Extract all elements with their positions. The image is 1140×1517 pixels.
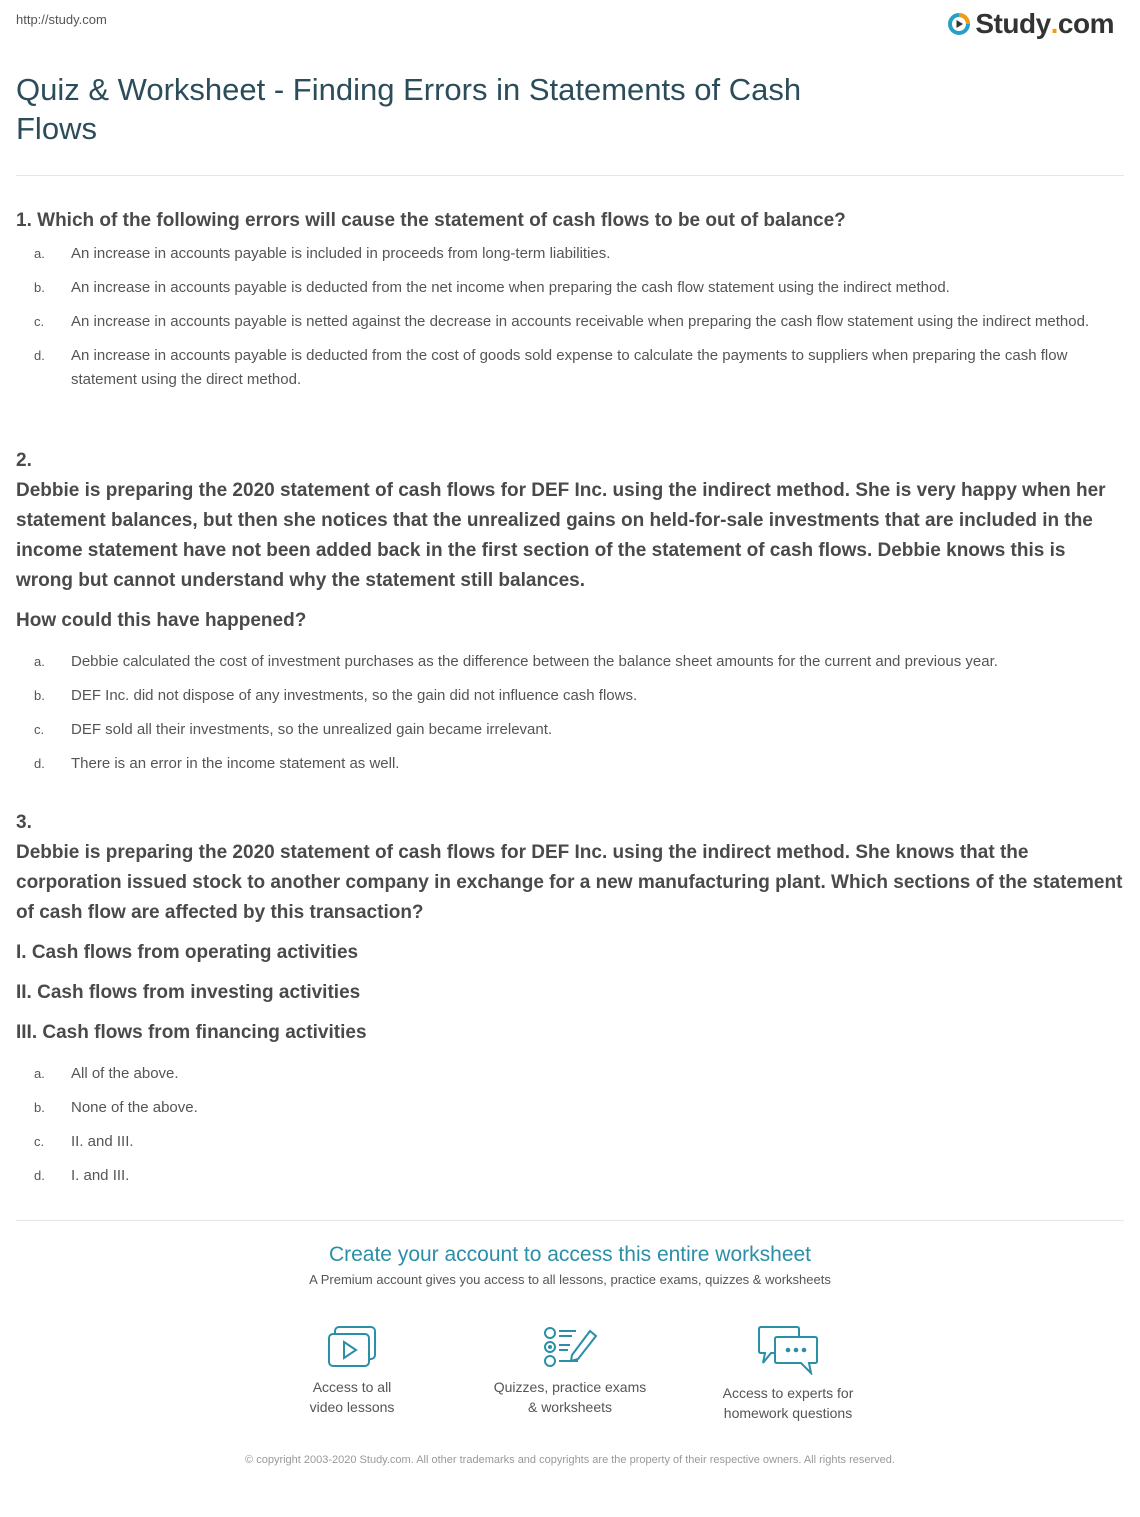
options-list	[16, 650, 1124, 776]
option-d[interactable]: d. There is an error in the income statement as well.	[34, 755, 400, 772]
video-lessons-icon	[327, 1325, 377, 1369]
source-url: http://study.com	[16, 12, 107, 27]
question-text: Debbie is preparing the 2020 statement of cash flows for DEF Inc. using the indirect method. She knows that the corporation issued stock to another company in exchange for a new manufacturing plant. Which sections of the statement of cash flow are affected by this transaction?	[16, 842, 1123, 923]
option-d[interactable]: d. An increase in accounts payable is deducted from the cost of goods sold expense to calculate the payments to suppliers when preparing the cash flow statement using the direct method.	[34, 347, 1068, 388]
option-c[interactable]: c. An increase in accounts payable is netted against the decrease in accounts receivable when preparing the cash flow statement using the indirect method.	[34, 313, 1090, 330]
logo-name: Study	[975, 8, 1051, 39]
page-title: Quiz & Worksheet - Finding Errors in Statements of Cash Flows	[16, 72, 802, 146]
option-b[interactable]: b. DEF Inc. did not dispose of any investments, so the gain did not influence cash flows.	[34, 687, 638, 704]
study-logo[interactable]	[947, 8, 1114, 40]
chat-experts-icon	[757, 1325, 819, 1375]
question-text: Debbie is preparing the 2020 statement of cash flows for DEF Inc. using the indirect method. She is very happy when her statement balances, but then she notices that the unrealized gains on held-for-sale investments that are included in the income statement have not been added back in the first section of the statement of cash flows. Debbie knows this is wrong but cannot understand why the statement still balances.	[16, 480, 1106, 591]
option-c[interactable]: c. DEF sold all their investments, so the unrealized gain became irrelevant.	[34, 721, 553, 738]
cta-title[interactable]: Create your account to access this entire worksheet	[328, 1243, 812, 1266]
divider	[16, 175, 1124, 176]
question-1	[16, 206, 1124, 402]
logo-dot: .	[1050, 8, 1058, 39]
question-subtext: How could this have happened?	[16, 610, 307, 631]
logo-suffix: com	[1057, 8, 1114, 39]
cta-subtitle: A Premium account gives you access to all lessons, practice exams, quizzes & worksheets	[309, 1272, 831, 1287]
question-subtext-2: II. Cash flows from investing activities	[16, 982, 361, 1003]
options-list	[16, 1062, 1124, 1188]
options-list	[16, 242, 1124, 392]
quiz-checklist-icon	[542, 1325, 598, 1369]
question-number: 3.	[16, 812, 32, 833]
divider	[16, 1220, 1124, 1221]
question-number: 2.	[16, 450, 32, 471]
feature-quizzes: Quizzes, practice exams & worksheets	[461, 1325, 679, 1423]
feature-experts: Access to experts for homework questions	[679, 1325, 897, 1423]
option-a[interactable]: a. An increase in accounts payable is included in proceeds from long-term liabilities.	[34, 245, 611, 262]
option-c[interactable]: c. II. and III.	[34, 1133, 134, 1150]
question-3	[16, 808, 1124, 1198]
features-list	[0, 1325, 1140, 1423]
option-b[interactable]: b. None of the above.	[34, 1099, 198, 1116]
option-d[interactable]: d. I. and III.	[34, 1167, 130, 1184]
option-a[interactable]: a. Debbie calculated the cost of investment purchases as the difference between the balance sheet amounts for the current and previous year.	[34, 653, 998, 670]
play-logo-icon	[947, 12, 971, 36]
question-subtext-3: III. Cash flows from financing activities	[16, 1022, 367, 1043]
question-subtext-1: I. Cash flows from operating activities	[16, 942, 359, 963]
question-text: 1. Which of the following errors will cause the statement of cash flows to be out of balance?	[16, 210, 846, 231]
feature-video-lessons: Access to all video lessons	[243, 1325, 461, 1423]
signup-cta	[0, 1240, 1140, 1287]
option-a[interactable]: a. All of the above.	[34, 1065, 179, 1082]
question-2	[16, 446, 1124, 786]
copyright-footer: © copyright 2003-2020 Study.com. All other trademarks and copyrights are the property of their respective owners. All rights reserved.	[245, 1454, 895, 1466]
option-b[interactable]: b. An increase in accounts payable is deducted from the net income when preparing the cash flow statement using the indirect method.	[34, 279, 950, 296]
